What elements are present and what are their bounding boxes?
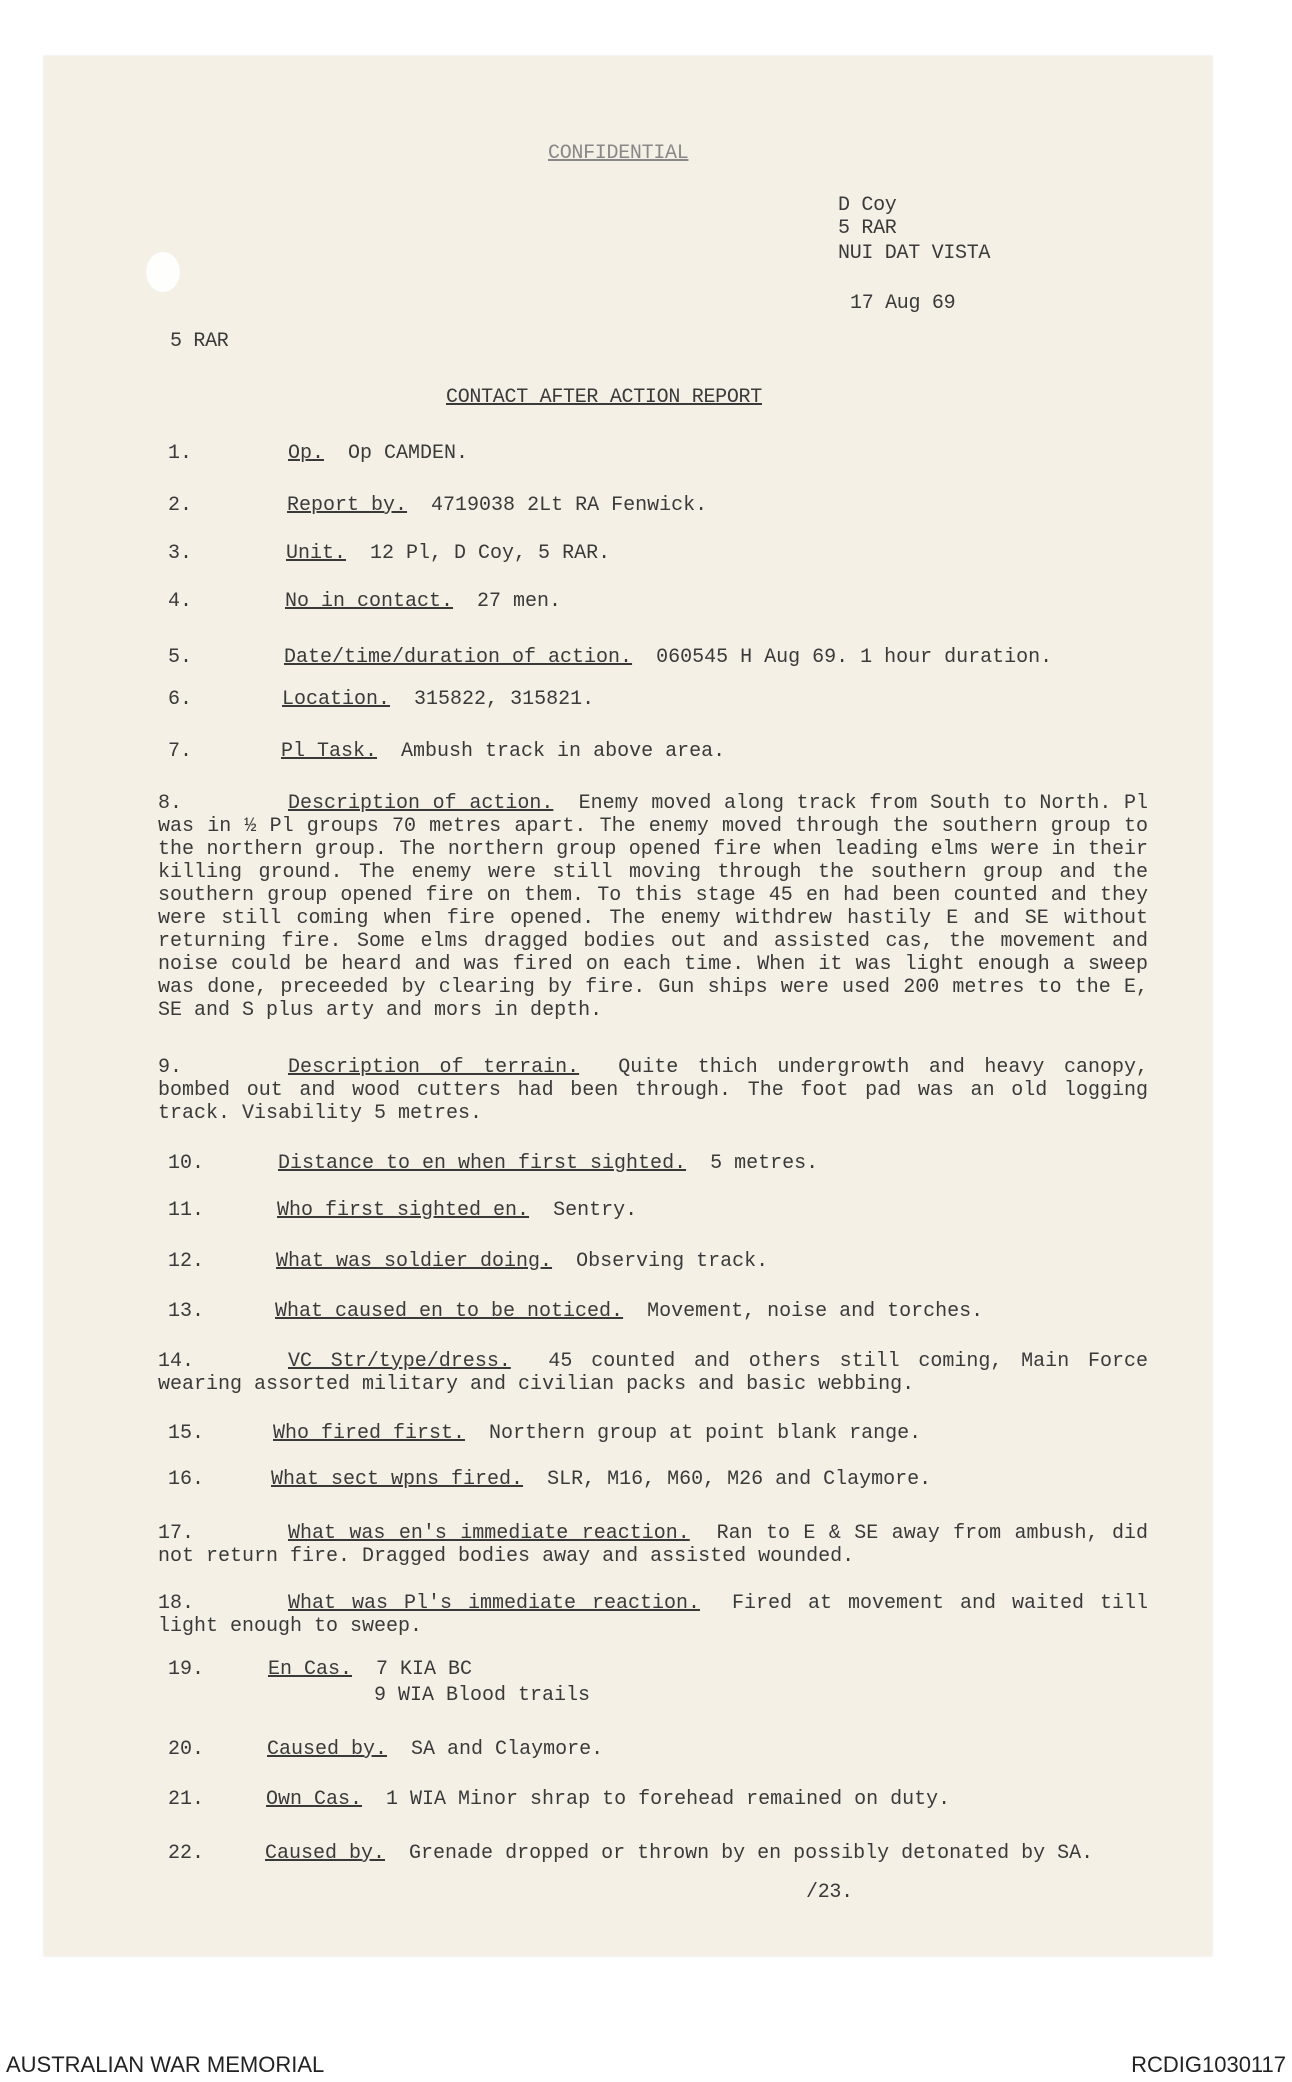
item-label: Description of terrain. [288,1056,580,1079]
item-body [277,1199,637,1222]
item-text-line2: 9 WIA Blood trails [374,1684,591,1707]
item-label: Caused by. [265,1842,386,1865]
punch-hole [146,252,180,292]
item-text: Movement, noise and torches. [647,1300,984,1323]
item-text: Sentry. [553,1199,638,1222]
item-number: 18. [158,1592,195,1615]
item-body [282,688,594,711]
item-text: Enemy moved along track from South to North. Pl was in ½ Pl groups 70 metres apart. The enemy moved through the southern group to the northern group. The northern group opened fire when leading elms were in their killing ground. The enemy were still moving through the southern group and the southern group opened fire on them. To this stage 45 en had been counted and they were still coming when fire opened. The enemy withdrew hastily E and SE without returning fire. Some elms dragged bodies out and assisted cas, the movement and noise could be heard and was fired on each time. When it was light enough a sweep was done, preceeded by clearing by fire. Gun ships were used 200 metres to the E, SE and S plus arty and mors in depth. [158,792,1148,1022]
item-body [265,1842,1093,1865]
item-number: 12. [168,1250,205,1273]
item-label: Pl Task. [281,740,378,763]
item-label: What caused en to be noticed. [275,1300,624,1323]
item-text: 060545 H Aug 69. 1 hour duration. [656,646,1053,669]
item-text: Grenade dropped or thrown by en possibly detonated by SA. [409,1842,1094,1865]
item-text: Northern group at point blank range. [489,1422,922,1445]
item-label: Who first sighted en. [277,1199,530,1222]
item-label: What was Pl's immediate reaction. [288,1592,701,1615]
item-text: 45 counted and others still coming, Main Force wearing assorted military and civilian packs and basic webbing. [158,1350,1148,1396]
item-paragraph [158,1592,1148,1638]
item-label: Unit. [286,542,347,565]
item-label: Report by. [287,494,408,517]
item-number: 16. [168,1468,205,1491]
item-label: VC Str/type/dress. [288,1350,511,1373]
item-number: 13. [168,1300,205,1323]
item-text: Ran to E & SE away from ambush, did not return fire. Dragged bodies away and assisted wounded. [158,1522,1148,1568]
item-text: 4719038 2Lt RA Fenwick. [431,494,708,517]
item-text: Op CAMDEN. [348,442,469,465]
sender-line3: NUI DAT VISTA [838,242,991,265]
item-number: 5. [168,646,193,669]
item-label: Caused by. [267,1738,388,1761]
item-body [284,646,1052,669]
item-label: What sect wpns fired. [271,1468,524,1491]
item-text: 27 men. [477,590,562,613]
item-text: 12 Pl, D Coy, 5 RAR. [370,542,611,565]
item-label: En Cas. [268,1658,353,1681]
item-body [285,590,561,613]
item-number: 10. [168,1152,205,1175]
item-number: 8. [158,792,183,815]
item-label: What was soldier doing. [276,1250,553,1273]
sender-line2: 5 RAR [838,217,897,240]
report-title: CONTACT AFTER ACTION REPORT [446,386,762,409]
item-number: 22. [168,1842,205,1865]
item-body [287,494,707,517]
item-number: 2. [168,494,193,517]
item-number: 14. [158,1350,195,1373]
item-paragraph [158,1350,1148,1396]
item-body [288,442,468,465]
item-number: 7. [168,740,193,763]
item-number: 9. [158,1056,183,1079]
addressee: 5 RAR [170,330,229,353]
item-paragraph [158,792,1148,1022]
item-label: Own Cas. [266,1788,363,1811]
item-number: 6. [168,688,193,711]
item-label: Date/time/duration of action. [284,646,633,669]
item-paragraph [158,1522,1148,1568]
item-body [266,1788,950,1811]
sender-line1: D Coy [838,194,897,217]
item-label: Location. [282,688,391,711]
item-body [273,1422,921,1445]
item-label: Who fired first. [273,1422,466,1445]
item-body [271,1468,931,1491]
item-number: 3. [168,542,193,565]
item-body [267,1738,603,1761]
item-text: Ambush track in above area. [401,740,726,763]
item-text: 5 metres. [710,1152,819,1175]
continuation-mark: /23. [806,1881,853,1904]
item-text: Fired at movement and waited till light enough to sweep. [158,1592,1148,1638]
item-text: SLR, M16, M60, M26 and Claymore. [547,1468,932,1491]
item-number: 1. [168,442,193,465]
item-number: 4. [168,590,193,613]
item-body [275,1300,983,1323]
item-label: Description of action. [288,792,554,815]
item-number: 11. [168,1199,205,1222]
item-body [268,1658,472,1681]
item-number: 17. [158,1522,195,1545]
item-body [278,1152,818,1175]
item-text: SA and Claymore. [411,1738,604,1761]
report-date: 17 Aug 69 [850,292,956,315]
footer-id: RCDIG1030117 [1131,2052,1286,2077]
item-body [276,1250,768,1273]
classification: CONFIDENTIAL [548,142,689,165]
footer-source: AUSTRALIAN WAR MEMORIAL [6,2052,325,2077]
item-paragraph [158,1056,1148,1125]
item-number: 19. [168,1658,205,1681]
item-label: Op. [288,442,325,465]
document-page [44,56,1212,1956]
item-number: 20. [168,1738,205,1761]
item-text: 1 WIA Minor shrap to forehead remained on duty. [386,1788,951,1811]
item-label: What was en's immediate reaction. [288,1522,690,1545]
item-number: 21. [168,1788,205,1811]
item-body [281,740,725,763]
item-text: Observing track. [576,1250,769,1273]
item-text: 7 KIA BC [376,1658,473,1681]
item-text: 315822, 315821. [414,688,595,711]
item-text: Quite thich undergrowth and heavy canopy, bombed out and wood cutters had been through. The foot pad was an old logging track. Visability 5 metres. [158,1056,1148,1125]
item-body [286,542,610,565]
item-label: Distance to en when first sighted. [278,1152,687,1175]
item-label: No in contact. [285,590,454,613]
item-number: 15. [168,1422,205,1445]
